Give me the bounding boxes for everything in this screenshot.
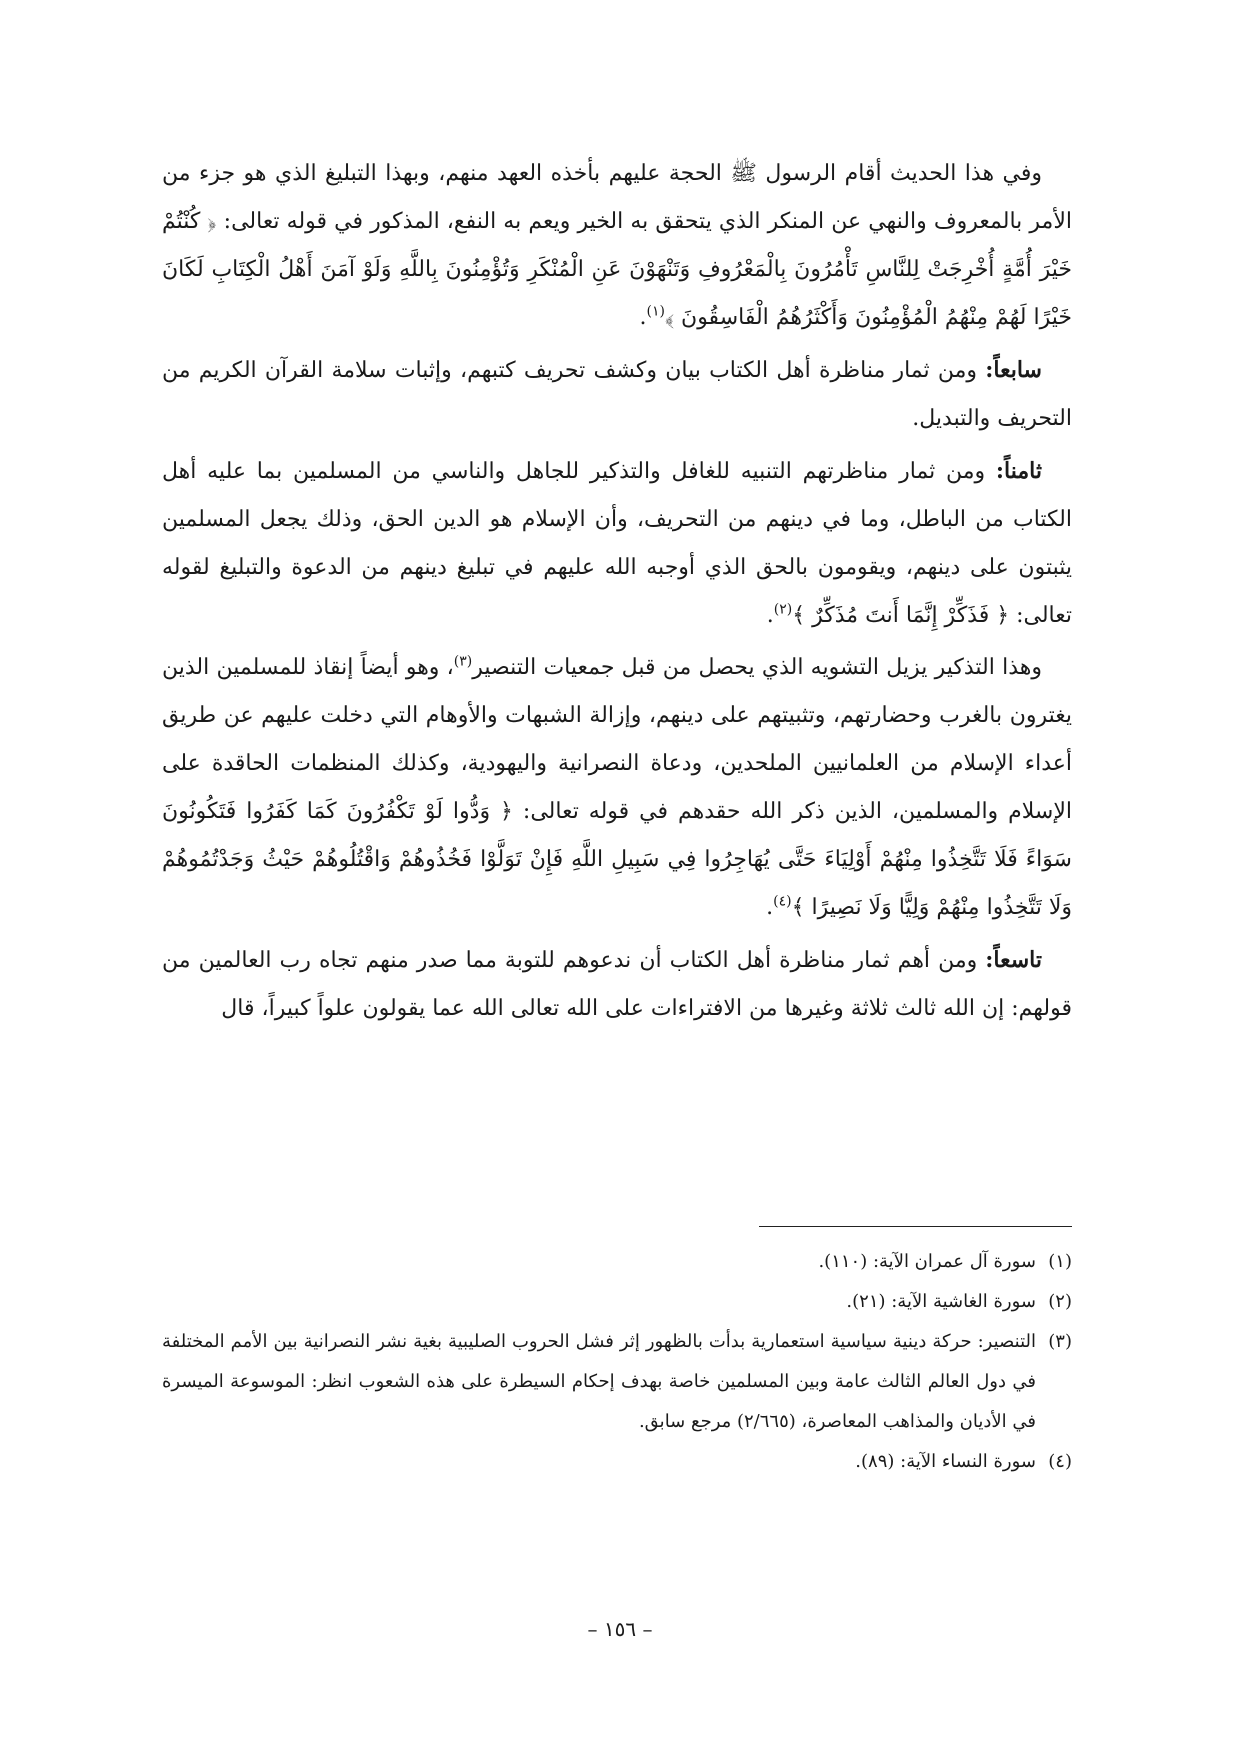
page-number: – ١٥٦ – xyxy=(587,1617,653,1641)
footnote-ref-1[interactable]: (١) xyxy=(646,303,665,320)
footnote-2-number: (٢) xyxy=(1048,1291,1072,1312)
paragraph-3 xyxy=(162,447,1072,640)
paragraph-3-heading: ثامناً: xyxy=(995,458,1042,484)
footnote-3-text: التنصير: حركة دينية سياسية استعمارية بدأت بالظهور إثر فشل الحروب الصليبية بغية نشر النصرانية بين الأمم المختلفة في دول العالم الثالث عامة وبين المسلمين خاصة بهدف إحكام السيطرة على هذه الشعوب انظر: الموسوعة الميسرة في الأديان والمذاهب المعاصرة، (٢/٦٦٥) مرجع سابق. xyxy=(162,1331,1036,1432)
footnote-1-number: (١) xyxy=(1048,1251,1072,1272)
footnote-2-text: سورة الغاشية الآية: (٢١). xyxy=(846,1291,1036,1312)
footnote-3 xyxy=(162,1322,1072,1442)
paragraph-1-text: وفي هذا الحديث أقام الرسول ﷺ الحجة عليهم بأخذه العهد منهم، وبهذا التبليغ الذي هو جزء من الأمر بالمعروف والنهي عن المنكر الذي يتحقق به الخير ويعم به النفع، المذكور في قوله تعالى: ﴿ كُنْتُمْ خَيْرَ أُمَّةٍ أُخْرِجَتْ لِلنَّاسِ تَأْمُرُونَ بِالْمَعْرُوفِ وَتَنْهَوْنَ عَنِ الْمُنْكَرِ وَتُؤْمِنُونَ بِاللَّهِ وَلَوْ آمَنَ أَهْلُ الْكِتَابِ لَكَانَ خَيْرًا لَهُمْ مِنْهُمُ الْمُؤْمِنُونَ وَأَكْثَرُهُمُ الْفَاسِقُونَ ﴾ xyxy=(162,161,1072,330)
paragraph-4 xyxy=(162,644,1072,932)
paragraph-5-heading: تاسعاً: xyxy=(985,947,1042,973)
paragraph-2-heading: سابعاً: xyxy=(985,357,1042,383)
footnote-4 xyxy=(162,1442,1072,1482)
body-text xyxy=(162,150,1072,1037)
footnote-3-number: (٣) xyxy=(1048,1331,1072,1352)
paragraph-5 xyxy=(162,936,1072,1033)
paragraph-2-text: ومن ثمار مناظرة أهل الكتاب بيان وكشف تحريف كتبهم، وإثبات سلامة القرآن الكريم من التحريف والتبديل. xyxy=(162,358,1072,431)
footnote-4-number: (٤) xyxy=(1048,1451,1072,1472)
paragraph-3-text: ومن ثمار مناظرتهم التنبيه للغافل والتذكير للجاهل والناسي من المسلمين بما عليه أهل الكتاب من الباطل، وما في دينهم من التحريف، وأن الإسلام هو الدين الحق، وذلك يجعل المسلمين يثبتون على دينهم، ويقومون بالحق الذي أوجبه الله عليهم في تبليغ دينهم من الدعوة والتبليغ لقوله تعالى: ﴿ فَذَكِّرْ إِنَّمَا أَنتَ مُذَكِّرٌ ﴾ xyxy=(162,459,1072,628)
paragraph-4-tail: . xyxy=(766,895,774,920)
footnote-1-text: سورة آل عمران الآية: (١١٠). xyxy=(818,1251,1036,1272)
footnote-divider xyxy=(759,1226,1072,1227)
footnote-1 xyxy=(162,1242,1072,1282)
footnote-2 xyxy=(162,1282,1072,1322)
paragraph-1-tail: . xyxy=(639,305,647,330)
footnote-ref-4[interactable]: (٤) xyxy=(773,893,792,910)
paragraph-2 xyxy=(162,346,1072,443)
footnote-ref-3[interactable]: (٣) xyxy=(453,653,473,670)
footnote-ref-2[interactable]: (٢) xyxy=(773,601,793,618)
footnote-4-text: سورة النساء الآية: (٨٩). xyxy=(855,1451,1036,1472)
footnotes xyxy=(162,1242,1072,1482)
paragraph-3-tail: . xyxy=(766,603,774,628)
paragraph-4-text: وهذا التذكير يزيل التشويه الذي يحصل من قبل جمعيات التنصير xyxy=(472,655,1042,680)
paragraph-1 xyxy=(162,150,1072,342)
paragraph-5-text: ومن أهم ثمار مناظرة أهل الكتاب أن ندعوهم للتوبة مما صدر منهم تجاه رب العالمين من قولهم: إن الله ثالث ثلاثة وغيرها من الافتراءات على الله تعالى الله عما يقولون علواً كبيراً، قال xyxy=(162,948,1072,1021)
paragraph-4-continuation: ، وهو أيضاً إنقاذ للمسلمين الذين يغترون بالغرب وحضارتهم، وتثبيتهم على دينهم، وإزالة الشبهات والأوهام التي دخلت عليهم عن طريق أعداء الإسلام من العلمانيين الملحدين، ودعاة النصرانية واليهودية، وكذلك المنظمات الحاقدة على الإسلام والمسلمين، الذين ذكر الله حقدهم في قوله تعالى: ﴿ وَدُّوا لَوْ تَكْفُرُونَ كَمَا كَفَرُوا فَتَكُونُونَ سَوَاءً فَلَا تَتَّخِذُوا مِنْهُمْ أَوْلِيَاءَ حَتَّى يُهَاجِرُوا فِي سَبِيلِ اللَّهِ فَإِنْ تَوَلَّوْا فَخُذُوهُمْ وَاقْتُلُوهُمْ حَيْثُ وَجَدْتُمُوهُمْ وَلَا تَتَّخِذُوا مِنْهُمْ وَلِيًّا وَلَا نَصِيرًا ﴾ xyxy=(162,655,1072,920)
